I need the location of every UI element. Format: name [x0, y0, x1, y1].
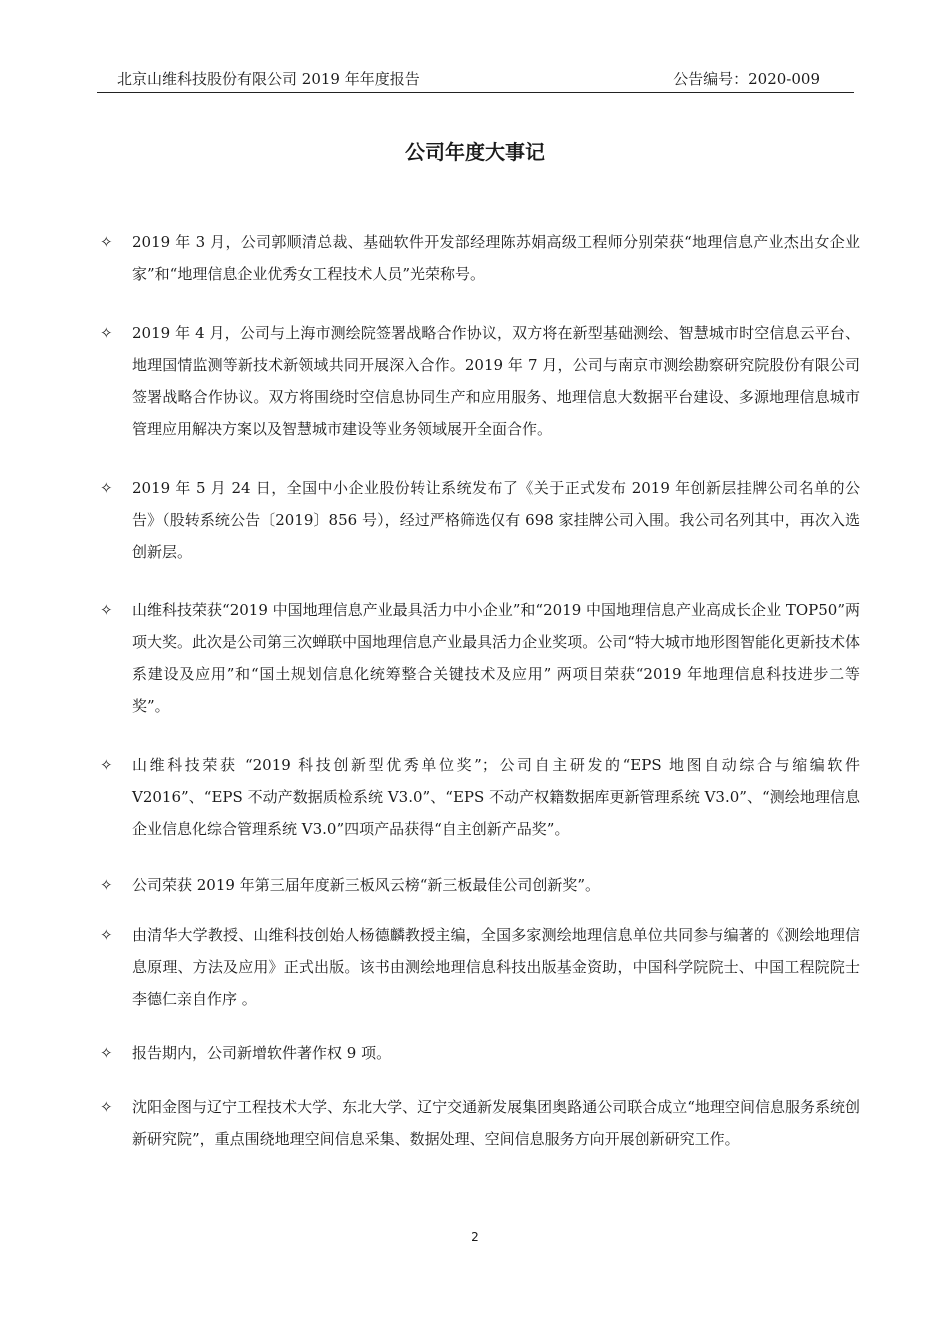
bullet-icon: ✧: [100, 876, 113, 894]
event-item: [95, 317, 860, 445]
page-number: 2: [471, 1230, 479, 1244]
bullet-icon: ✧: [100, 479, 113, 497]
bullet-icon: ✧: [100, 1098, 113, 1116]
bullet-icon: ✧: [100, 601, 113, 619]
header-report-title: 北京山维科技股份有限公司 2019 年年度报告: [117, 70, 420, 88]
event-text: 2019 年 3 月，公司郭顺清总裁、基础软件开发部经理陈苏娟高级工程师分别荣获“地理信息产业杰出女企业家”和“地理信息企业优秀女工程技术人员”光荣称号。: [132, 233, 860, 283]
bullet-icon: ✧: [100, 756, 113, 774]
page-title: 公司年度大事记: [405, 140, 545, 164]
event-text: 2019 年 5 月 24 日，全国中小企业股份转让系统发布了《关于正式发布 2019 年创新层挂牌公司名单的公告》（股转系统公告〔2019〕856 号），经过严格筛选仅有 698 家挂牌公司入围。我公司名列其中，再次入选创新层。: [132, 479, 860, 561]
event-text: 报告期内，公司新增软件著作权 9 项。: [132, 1044, 392, 1062]
event-item: [95, 1037, 860, 1069]
event-text: 2019 年 4 月，公司与上海市测绘院签署战略合作协议，双方将在新型基础测绘、智慧城市时空信息云平台、地理国情监测等新技术新领域共同开展深入合作。2019 年 7 月，公司与南京市测绘勘察研究院股份有限公司签署战略合作协议。双方将围绕时空信息协同生产和应用服务、地理信息大数据平台建设、多源地理信息城市管理应用解决方案以及智慧城市建设等业务领域展开全面合作。: [132, 324, 860, 438]
event-item: [95, 226, 860, 290]
event-item: [95, 919, 860, 1015]
event-item: [95, 1091, 860, 1155]
event-item: [95, 472, 860, 568]
event-text: 公司荣获 2019 年第三届年度新三板风云榜“新三板最佳公司创新奖”。: [132, 876, 601, 894]
event-text: 沈阳金图与辽宁工程技术大学、东北大学、辽宁交通新发展集团奥路通公司联合成立“地理空间信息服务系统创新研究院”，重点围绕地理空间信息采集、数据处理、空间信息服务方向开展创新研究工作。: [132, 1098, 860, 1148]
bullet-icon: ✧: [100, 324, 113, 342]
bullet-icon: ✧: [100, 233, 113, 251]
event-text: 由清华大学教授、山维科技创始人杨德麟教授主编，全国多家测绘地理信息单位共同参与编著的《测绘地理信息原理、方法及应用》正式出版。该书由测绘地理信息科技出版基金资助，中国科学院院士、中国工程院院士李德仁亲自作序 。: [132, 926, 860, 1008]
bullet-icon: ✧: [100, 1044, 113, 1062]
event-text: 山维科技荣获 “2019 科技创新型优秀单位奖”；公司自主研发的“EPS 地图自动综合与缩编软件 V2016”、“EPS 不动产数据质检系统 V3.0”、“EPS 不动产权籍数据库更新管理系统 V3.0”、“测绘地理信息企业信息化综合管理系统 V3.0”四项产品获得“自主创新产品奖”。: [132, 756, 860, 838]
bullet-icon: ✧: [100, 926, 113, 944]
header-announcement-number: 公告编号：2020-009: [673, 70, 820, 88]
page-header: [97, 66, 854, 93]
event-item: [95, 594, 860, 722]
event-item: [95, 749, 860, 845]
event-item: [95, 869, 860, 901]
event-text: 山维科技荣获“2019 中国地理信息产业最具活力中小企业”和“2019 中国地理信息产业高成长企业 TOP50”两项大奖。此次是公司第三次蝉联中国地理信息产业最具活力企业奖项。公司“特大城市地形图智能化更新技术体系建设及应用”和“国土规划信息化统筹整合关键技术及应用” 两项目荣获“2019 年地理信息科技进步二等奖”。: [132, 601, 860, 715]
event-list: [95, 226, 860, 1155]
